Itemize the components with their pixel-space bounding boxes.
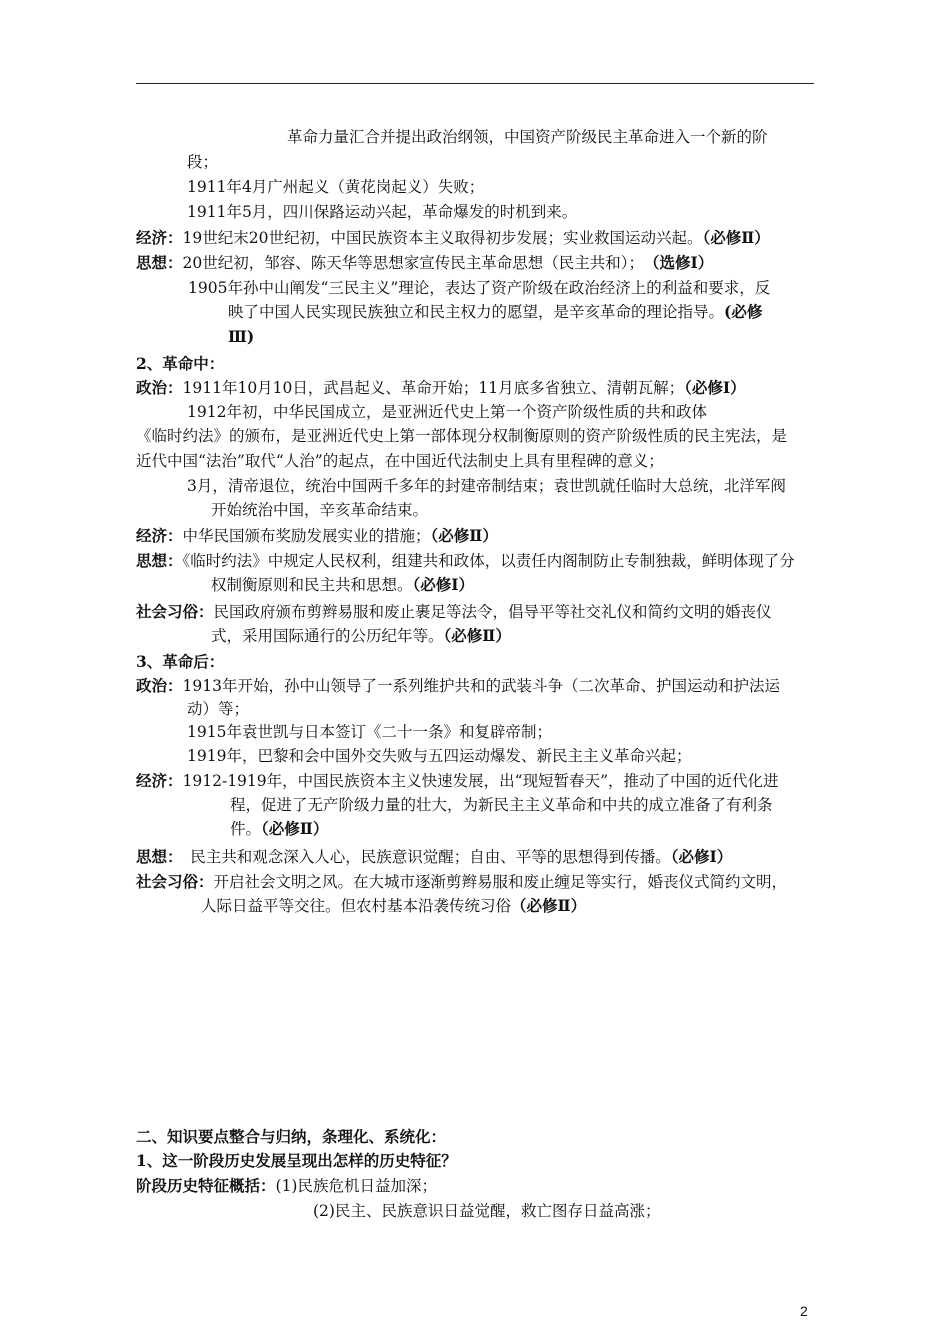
text-run: 人际日益平等交往。但农村基本沿袭传统习俗 <box>201 897 512 915</box>
text-line <box>136 871 787 893</box>
text-line <box>136 353 224 375</box>
text-line <box>136 252 713 274</box>
text-run: 1912年初，中华民国成立，是亚洲近代史上第一个资产阶级性质的共和政体 <box>187 403 707 421</box>
text-run: 式，采用国际通行的公历纪年等。 <box>211 627 444 645</box>
bold-label: 3、革命后： <box>136 652 225 671</box>
text-line <box>287 126 768 148</box>
text-line <box>188 277 770 299</box>
text-line <box>187 201 577 223</box>
bold-label: 思想： <box>136 847 175 866</box>
text-line <box>136 846 732 868</box>
text-run: 映了中国人民实现民族独立和民主权力的愿望，是辛亥革命的理论指导。 <box>228 303 725 321</box>
text-run: 1915年袁世凯与日本签订《二十一条》和复辟帝制； <box>187 723 552 741</box>
text-run: 民主共和观念深入人心，民族意识觉醒；自由、平等的思想得到传播。 <box>174 848 671 866</box>
text-line <box>136 770 779 792</box>
text-line <box>136 601 772 623</box>
bold-label: (必修 <box>724 302 763 321</box>
text-run: 近代中国“法治”取代“人治”的起点，在中国近代法制史上具有里程碑的意义； <box>136 452 664 470</box>
bold-label: 经济： <box>136 228 183 247</box>
text-run: 1911年10月10日，武昌起义、革命开始；11月底多省独立、清朝瓦解； <box>182 379 685 397</box>
header-rule <box>136 83 814 84</box>
text-line <box>187 698 249 720</box>
text-line <box>211 574 474 596</box>
text-line <box>228 326 254 348</box>
text-run: 件。 <box>230 820 262 838</box>
text-line <box>230 794 773 816</box>
bold-label: 思想： <box>136 551 183 570</box>
bold-label: Ⅲ) <box>228 327 255 346</box>
text-run: 1911年5月，四川保路运动兴起，革命爆发的时机到来。 <box>187 203 578 221</box>
bold-label: （必修Ⅱ） <box>511 896 587 915</box>
bold-label: （选修Ⅰ） <box>651 253 714 272</box>
text-run: 19世纪末20世纪初，中国民族资本主义取得初步发展；实业救国运动兴起。 <box>182 229 703 247</box>
text-line <box>187 176 484 198</box>
text-line <box>136 550 795 572</box>
bold-label: 二、知识要点整合与归纳，条理化、系统化： <box>136 1127 447 1146</box>
text-line <box>136 227 770 249</box>
text-run: 程，促进了无产阶级力量的壮大，为新民主主义革命和中共的成立准备了有利条 <box>230 796 773 814</box>
bold-label: 思想： <box>136 253 183 272</box>
bold-label: （必修Ⅰ） <box>412 575 475 594</box>
text-run: 1905年孙中山阐发“三民主义”理论，表达了资产阶级在政治经济上的利益和要求，反 <box>188 279 771 297</box>
text-run: 权制衡原则和民主共和思想。 <box>211 576 413 594</box>
bold-label: （必修Ⅱ） <box>443 626 511 645</box>
text-line <box>201 895 586 917</box>
bold-label: （必修Ⅰ） <box>670 847 733 866</box>
text-run: 《临时约法》的颁布，是亚洲近代史上第一部体现分权制衡原则的资产阶级性质的民主宪法，是 <box>136 427 788 445</box>
text-run: 20世纪初，邹容、陈天华等思想家宣传民主革命思想（民主共和）； <box>182 254 652 272</box>
text-line <box>136 425 787 447</box>
text-line <box>136 1175 437 1197</box>
text-line <box>136 651 224 673</box>
bold-label: 社会习俗： <box>136 872 214 891</box>
text-line <box>136 525 498 547</box>
bold-label: （必修Ⅰ） <box>684 378 746 397</box>
text-line <box>211 499 428 521</box>
text-line <box>187 721 552 743</box>
bold-label: 2、革命中： <box>136 354 225 373</box>
bold-label: 社会习俗： <box>136 602 214 621</box>
text-run: 3月，清帝退位，统治中国两千多年的封建帝制结束；袁世凯就任临时大总统，北洋军阀 <box>187 477 786 495</box>
text-run: (1)民族危机日益加深； <box>275 1177 437 1195</box>
text-run: 1919年，巴黎和会中国外交失败与五四运动爆发、新民主主义革命兴起； <box>187 747 692 765</box>
text-line <box>187 475 786 497</box>
text-run: 1913年开始，孙中山领导了一系列维护共和的武装斗争（二次革命、护国运动和护法运 <box>182 677 780 695</box>
text-run: 开始统治中国，辛亥革命结束。 <box>211 501 429 519</box>
text-line <box>136 377 746 399</box>
text-line <box>313 1200 660 1222</box>
text-line <box>187 745 691 767</box>
text-line <box>187 401 707 423</box>
text-line <box>228 301 762 323</box>
bold-label: （必修Ⅱ） <box>702 228 770 247</box>
text-run: 革命力量汇合并提出政治纲领，中国资产阶级民主革命进入一个新的阶 <box>287 128 768 146</box>
text-line <box>211 625 511 647</box>
bold-label: 阶段历史特征概括： <box>136 1176 276 1195</box>
text-run: 《临时约法》中规定人民权利，组建共和政体，以责任内阁制防止专制独裁，鲜明体现了分 <box>182 552 795 570</box>
text-run: 动）等； <box>187 700 250 718</box>
text-line <box>136 1150 457 1172</box>
bold-label: （必修Ⅱ） <box>261 819 329 838</box>
bold-label: 政治： <box>136 676 183 695</box>
text-line <box>136 1126 446 1148</box>
bold-label: 1、这一阶段历史发展呈现出怎样的历史特征？ <box>136 1151 457 1170</box>
bold-label: 经济： <box>136 526 183 545</box>
text-run: 民国政府颁布剪辫易服和废止裹足等法令，倡导平等社交礼仪和简约文明的婚丧仪 <box>213 603 772 621</box>
text-run: 开启社会文明之风。在大城市逐渐剪辫易服和废止缠足等实行，婚丧仪式简约文明， <box>213 873 788 891</box>
text-line <box>136 450 664 472</box>
text-run: 1911年4月广州起义（黄花岗起义）失败； <box>187 178 485 196</box>
text-run: (2)民主、民族意识日益觉醒，救亡图存日益高涨； <box>313 1202 661 1220</box>
bold-label: 政治： <box>136 378 183 397</box>
text-run: 中华民国颁布奖励发展实业的措施； <box>182 527 431 545</box>
text-line <box>187 151 218 173</box>
bold-label: 经济： <box>136 771 183 790</box>
text-line <box>136 675 780 697</box>
page-number: 2 <box>800 1303 808 1319</box>
bold-label: （必修Ⅱ） <box>430 526 498 545</box>
text-run: 1912-1919年，中国民族资本主义快速发展，出“现短暂春天”，推动了中国的近代化进 <box>182 772 779 790</box>
text-run: 段； <box>187 153 219 171</box>
text-line <box>230 818 328 840</box>
